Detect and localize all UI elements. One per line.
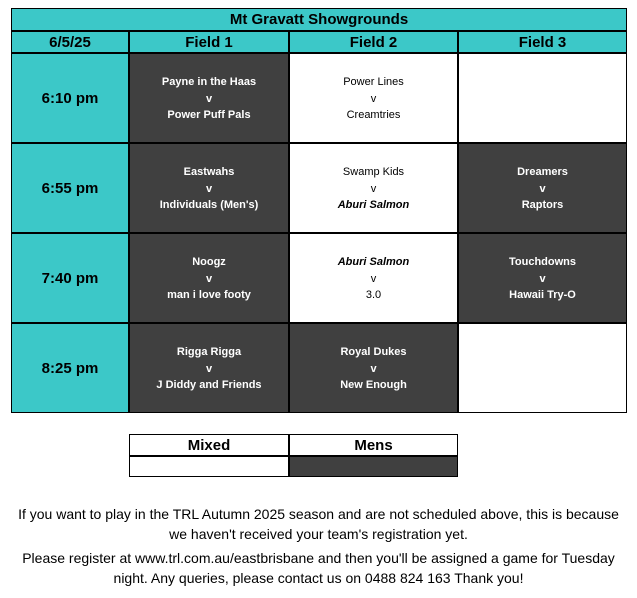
empty-game-cell <box>458 323 627 413</box>
game-cell <box>289 53 458 143</box>
away-team: Hawaii Try-O <box>509 289 576 301</box>
game-cell <box>458 233 627 323</box>
registration-note: If you want to play in the TRL Autumn 2025 season and are not scheduled above, this is because we haven't received your team's registration yet. <box>18 506 619 542</box>
versus-label: v <box>370 92 377 105</box>
away-team: 3.0 <box>365 289 382 301</box>
away-team: Creamtries <box>346 109 401 121</box>
home-team: Touchdowns <box>508 256 576 268</box>
venue-title: Mt Gravatt Showgrounds <box>11 8 627 31</box>
game-cell <box>289 233 458 323</box>
time-slot: 6:55 pm <box>11 143 129 233</box>
away-team: Raptors <box>521 199 564 211</box>
away-team: Individuals (Men's) <box>159 199 259 211</box>
versus-label: v <box>205 92 213 105</box>
home-team: Payne in the Haas <box>161 76 257 88</box>
legend-mixed-swatch <box>129 456 289 477</box>
home-team: Eastwahs <box>183 166 235 178</box>
versus-label: v <box>370 272 377 285</box>
versus-label: v <box>205 182 213 195</box>
away-team: man i love footy <box>167 289 251 301</box>
away-team: New Enough <box>340 379 407 391</box>
time-slot: 8:25 pm <box>11 323 129 413</box>
home-team: Royal Dukes <box>340 346 407 358</box>
empty-game-cell <box>458 53 627 143</box>
contact-note: Please register at www.trl.com.au/eastbrisbane and then you'll be assigned a game for Tuesday night. Any queries, please contact us on 0488 824 163 Thank you! <box>22 550 615 586</box>
versus-label: v <box>539 272 546 285</box>
legend-mixed-label: Mixed <box>129 434 289 456</box>
field-2-header: Field 2 <box>289 31 458 53</box>
field-3-header: Field 3 <box>458 31 627 53</box>
versus-label: v <box>205 272 213 285</box>
game-cell <box>129 53 289 143</box>
legend-mens-swatch <box>289 456 458 477</box>
game-cell <box>129 323 289 413</box>
versus-label: v <box>370 362 377 375</box>
away-team: Aburi Salmon <box>337 199 410 211</box>
date-header: 6/5/25 <box>11 31 129 53</box>
away-team: Power Puff Pals <box>167 109 251 121</box>
game-cell <box>129 143 289 233</box>
time-slot: 6:10 pm <box>11 53 129 143</box>
home-team: Noogz <box>192 256 226 268</box>
game-cell <box>458 143 627 233</box>
field-1-header: Field 1 <box>129 31 289 53</box>
versus-label: v <box>370 182 377 195</box>
home-team: Power Lines <box>343 76 404 88</box>
time-slot: 7:40 pm <box>11 233 129 323</box>
legend-mens-label: Mens <box>289 434 458 456</box>
game-cell <box>289 323 458 413</box>
game-cell <box>129 233 289 323</box>
home-team: Aburi Salmon <box>337 256 410 268</box>
away-team: J Diddy and Friends <box>156 379 262 391</box>
versus-label: v <box>539 182 546 195</box>
game-cell <box>289 143 458 233</box>
versus-label: v <box>205 362 213 375</box>
home-team: Rigga Rigga <box>176 346 242 358</box>
home-team: Dreamers <box>517 166 568 178</box>
home-team: Swamp Kids <box>342 166 405 178</box>
